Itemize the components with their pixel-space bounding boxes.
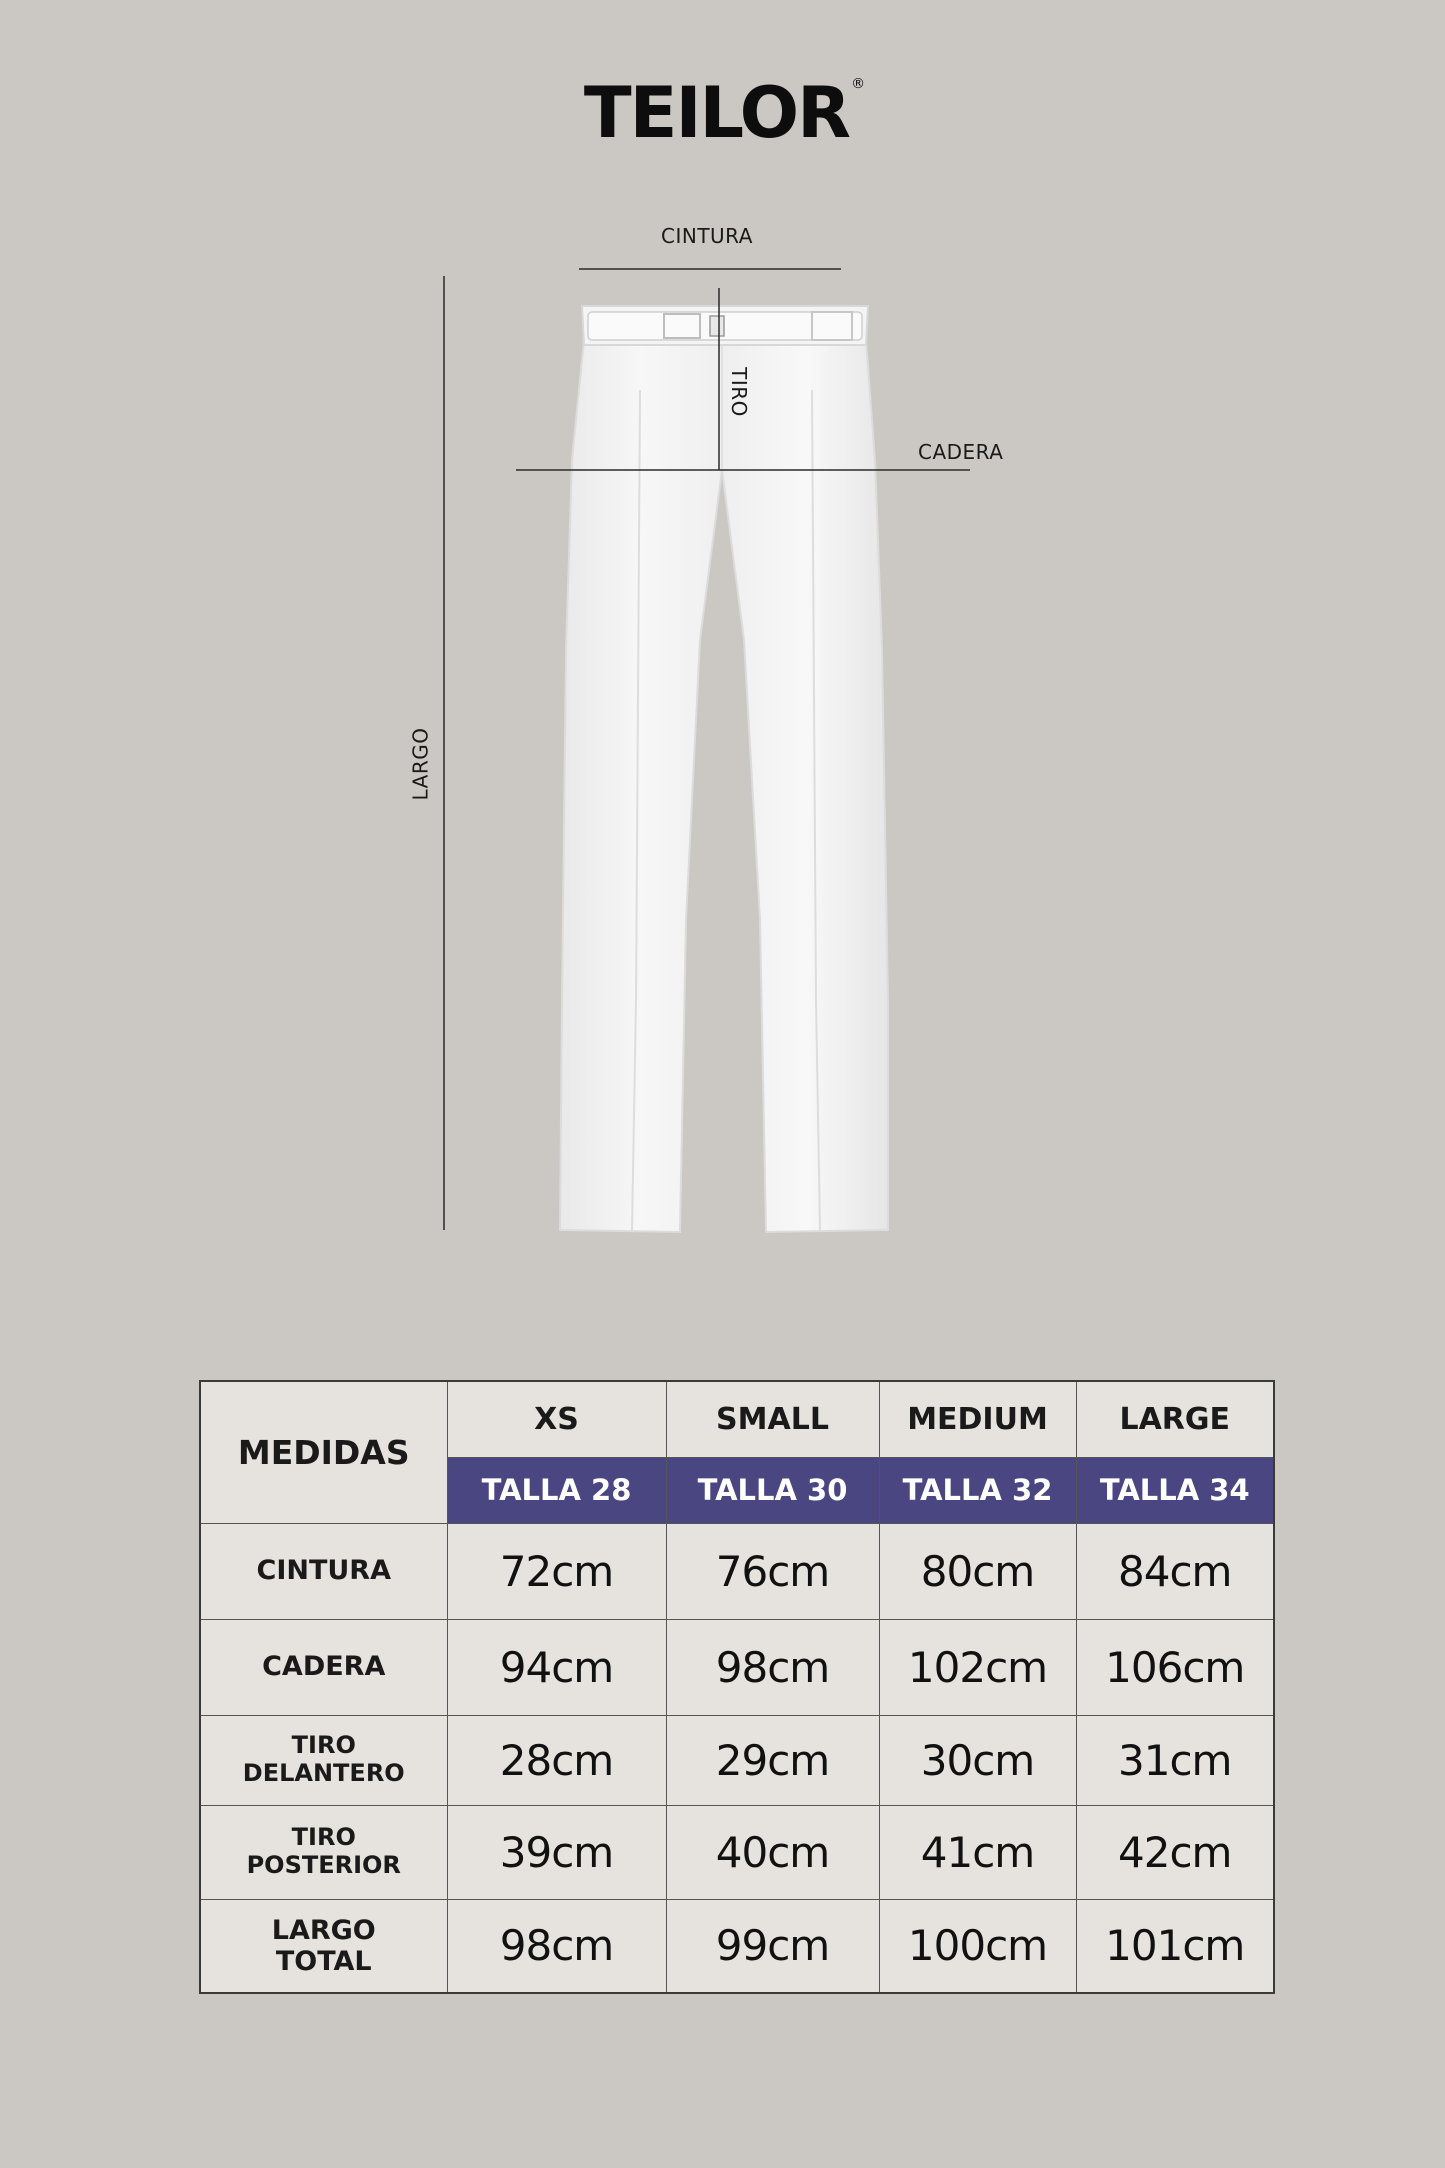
table-cell: 40cm <box>666 1805 879 1899</box>
table-row <box>200 1715 1274 1805</box>
registered-mark: ® <box>851 76 864 92</box>
size-header: LARGE <box>1076 1381 1274 1457</box>
label-cintura: CINTURA <box>661 224 753 248</box>
table-cell: 42cm <box>1076 1805 1274 1899</box>
table-cell: 41cm <box>879 1805 1076 1899</box>
table-row <box>200 1899 1274 1993</box>
table-cell: 28cm <box>447 1715 666 1805</box>
row-label: LARGO TOTAL <box>200 1899 447 1993</box>
table-cell: 106cm <box>1076 1619 1274 1715</box>
table-cell: 100cm <box>879 1899 1076 1993</box>
table-cell: 72cm <box>447 1523 666 1619</box>
size-header: XS <box>447 1381 666 1457</box>
table-cell: 101cm <box>1076 1899 1274 1993</box>
table-cell: 98cm <box>666 1619 879 1715</box>
table-row <box>200 1805 1274 1899</box>
medidas-header: MEDIDAS <box>200 1381 447 1523</box>
label-largo: LARGO <box>408 727 433 801</box>
pants-body <box>560 340 888 1232</box>
table-row <box>200 1523 1274 1619</box>
table-cell: 94cm <box>447 1619 666 1715</box>
talla-header: TALLA 28 <box>447 1457 666 1523</box>
size-header: MEDIUM <box>879 1381 1076 1457</box>
table-cell: 80cm <box>879 1523 1076 1619</box>
table-cell: 102cm <box>879 1619 1076 1715</box>
table-cell: 84cm <box>1076 1523 1274 1619</box>
row-label: TIRO POSTERIOR <box>200 1805 447 1899</box>
label-tiro: TIRO <box>726 367 751 417</box>
row-label: CINTURA <box>200 1523 447 1619</box>
talla-header: TALLA 30 <box>666 1457 879 1523</box>
size-chart-table <box>199 1380 1275 1994</box>
table-cell: 29cm <box>666 1715 879 1805</box>
table-cell: 99cm <box>666 1899 879 1993</box>
talla-header: TALLA 34 <box>1076 1457 1274 1523</box>
label-cadera: CADERA <box>918 440 1004 464</box>
size-header: SMALL <box>666 1381 879 1457</box>
table-cell: 76cm <box>666 1523 879 1619</box>
table-cell: 98cm <box>447 1899 666 1993</box>
talla-header: TALLA 32 <box>879 1457 1076 1523</box>
table-cell: 31cm <box>1076 1715 1274 1805</box>
belt <box>588 312 862 340</box>
table-cell: 30cm <box>879 1715 1076 1805</box>
logo-text: TEILOR <box>583 72 850 154</box>
row-label: TIRO DELANTERO <box>200 1715 447 1805</box>
table-row <box>200 1619 1274 1715</box>
belt-buckle <box>710 316 724 336</box>
row-label: CADERA <box>200 1619 447 1715</box>
header-row-sizes <box>200 1381 1274 1457</box>
table-cell: 39cm <box>447 1805 666 1899</box>
